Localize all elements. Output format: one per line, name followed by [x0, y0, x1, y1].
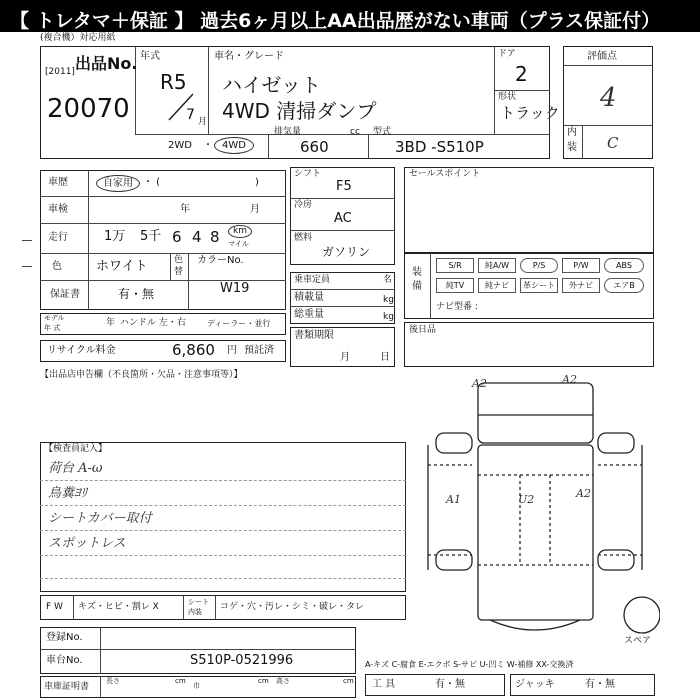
truck-damage-diagram	[410, 375, 660, 645]
equipment-label-1: 装	[412, 267, 422, 278]
model-dealer: ディーラー・並行	[207, 319, 271, 328]
load-unit: kg	[383, 295, 394, 305]
cert-cm-1: cm	[175, 677, 186, 685]
lot-label: 出品No.	[75, 54, 138, 73]
deadline-month: 月	[340, 352, 350, 363]
interior-label-1: 内	[567, 127, 577, 138]
declaration-label: 【出品店申告欄（不良箇所・欠品・注意事項等）】	[40, 370, 243, 380]
capacity-label: 乗車定員	[294, 275, 331, 285]
inspection-label: 車検	[48, 204, 68, 215]
displacement-unit: cc	[350, 127, 360, 137]
recycle-label: リサイクル料金	[47, 345, 116, 356]
score-label: 評価点	[587, 51, 617, 62]
tools-label: 工 具	[372, 679, 396, 690]
shape-label: 形状	[498, 92, 517, 102]
equip-sr: S/R	[436, 258, 474, 273]
color-change-2: 替	[174, 267, 184, 277]
drive-2wd: 2WD	[168, 140, 192, 151]
year-month: 7	[186, 107, 195, 123]
inspector-note-4: スポットレス	[48, 536, 126, 551]
color-code-value: W19	[220, 281, 250, 296]
history-rest: ・ (	[143, 177, 161, 188]
equip-navi: 純ナビ	[478, 278, 516, 293]
car-name: ハイゼット	[222, 73, 321, 97]
fw-text: キズ・ヒビ・割レ X	[78, 602, 159, 612]
color-change-1: 色	[174, 255, 184, 265]
mark-roof-left: A2	[472, 377, 487, 390]
sales-point-label: セールスポイント	[409, 169, 481, 179]
cert-wide: 巾	[193, 682, 200, 690]
cert-cm-2: cm	[258, 677, 269, 685]
chassis-value: S510P-0521996	[190, 653, 294, 668]
mileage-label: 走行	[48, 232, 68, 243]
model-code-label: 型式	[373, 127, 392, 137]
equip-airbag: エアB	[604, 278, 644, 293]
score-value: 4	[600, 83, 617, 113]
fuel-value: ガソリン	[322, 245, 371, 259]
model-year: 年	[106, 318, 116, 328]
warranty-value: 有・無	[118, 287, 155, 301]
shift-value: F5	[336, 179, 352, 194]
header-banner: 【 トレタマ＋保証 】 過去6ヶ月以上AA出品歴がない車両（プラス保証付）	[0, 0, 700, 32]
recycle-unit: 円	[227, 345, 237, 356]
lot-year-box: [2011]	[45, 67, 75, 77]
color-value: ホワイト	[96, 259, 148, 274]
mileage-digit-1: 6	[172, 228, 182, 246]
mileage-digit-2: 4	[192, 228, 202, 246]
ac-value: AC	[334, 211, 352, 226]
history-close: )	[255, 177, 259, 188]
mileage-sen: 5千	[140, 229, 162, 244]
drive-dot: ・	[203, 140, 213, 151]
mark-left-side: A1	[446, 493, 461, 506]
year-label: 年式	[140, 51, 160, 62]
year-era: R5	[160, 70, 187, 94]
equipment-label-2: 備	[412, 281, 422, 292]
cert-high: 高さ	[276, 677, 290, 685]
mileage-man: 1万	[104, 229, 126, 244]
model-code-value: 3BD -S510P	[395, 138, 484, 156]
color-label: 色	[52, 261, 62, 272]
doors-label: ドア	[498, 49, 516, 59]
history-value: 自家用	[96, 175, 140, 192]
navi-model-label: ナビ型番 :	[436, 302, 478, 312]
ac-label: 冷房	[294, 200, 313, 210]
equip-abs: ABS	[604, 258, 644, 273]
load-label: 積載量	[294, 292, 324, 303]
equip-alloy: 純A/W	[478, 258, 516, 273]
year-month-unit: 月	[198, 117, 208, 127]
inspection-year: 年	[180, 204, 190, 215]
sales-point-box	[404, 167, 654, 253]
mark-bed-center: U2	[518, 493, 535, 506]
equip-pw: P/W	[562, 258, 600, 273]
shift-label: シフト	[294, 169, 322, 179]
model-label-1: モデル	[44, 314, 65, 322]
tools-value: 有・無	[435, 679, 465, 690]
recycle-note: 預託済	[244, 345, 274, 356]
car-label: 車名・グレード	[214, 51, 284, 62]
warranty-label: 保証書	[50, 289, 80, 300]
mark-right-side: A2	[576, 487, 591, 500]
chassis-label: 車台No.	[46, 655, 83, 666]
cert-label: 車庫証明書	[44, 682, 90, 692]
cert-cm-3: cm	[343, 677, 354, 685]
interior-value: C	[607, 134, 619, 152]
history-label: 車歴	[48, 177, 68, 188]
color-code-label: カラーNo.	[197, 255, 244, 266]
equip-ps: P/S	[520, 258, 558, 273]
cert-long: 長さ	[106, 677, 120, 685]
inspector-label: 【検査員記入】	[44, 444, 108, 454]
displacement-label: 排気量	[274, 127, 302, 137]
inspection-month: 月	[250, 204, 260, 215]
equip-tv: 純TV	[436, 278, 474, 293]
seat-text: コゲ・穴・汚レ・シミ・破レ・タレ	[220, 602, 365, 612]
jack-value: 有・無	[585, 679, 615, 690]
inspector-note-1: 荷台 A-ω	[48, 461, 103, 476]
fw-label: F W	[46, 602, 63, 612]
seat-label-2: 内装	[188, 608, 202, 616]
model-handle: ハンドル 左・右	[120, 318, 186, 328]
recycle-value: 6,860	[172, 341, 215, 359]
equip-ext-navi: 外ナビ	[562, 278, 600, 293]
mileage-unit-km: km	[228, 225, 252, 238]
model-label-2: 年 式	[44, 324, 61, 332]
shape-value: トラック	[500, 104, 560, 122]
mileage-unit-mile: マイル	[228, 240, 249, 248]
deadline-label: 書類期限	[294, 330, 334, 341]
drive-4wd-circled: 4WD	[214, 137, 254, 154]
gross-unit: kg	[383, 312, 394, 322]
interior-label-2: 装	[567, 142, 577, 153]
capacity-unit: 名	[383, 275, 393, 285]
inspector-note-3: シートカバー取付	[48, 511, 152, 526]
equip-leather: 革シート	[520, 278, 558, 293]
fuel-label: 燃料	[294, 233, 313, 243]
seat-label-1: シート	[188, 598, 209, 606]
car-grade: 4WD 清掃ダンプ	[222, 99, 377, 123]
after-fit-label: 後日品	[409, 325, 437, 335]
gross-label: 総重量	[294, 309, 324, 320]
after-fit-box	[404, 322, 654, 367]
form-note: (複合機）対応用紙	[40, 33, 116, 43]
mileage-digit-3: 8	[210, 228, 220, 246]
jack-label: ジャッキ	[515, 679, 555, 690]
lot-number: 20070	[47, 94, 130, 124]
inspector-note-2: 鳥糞ﾖﾘ	[48, 486, 88, 501]
damage-legend: A-キズ C-腐食 E-エクボ S-サビ U-凹ミ W-補修 XX-交換済	[365, 660, 574, 669]
doors-value: 2	[515, 62, 528, 86]
mark-roof-right: A2	[562, 375, 577, 386]
displacement-value: 660	[300, 138, 329, 156]
registration-label: 登録No.	[46, 632, 83, 643]
spare-label: スペア	[624, 636, 652, 646]
deadline-day: 日	[380, 352, 390, 363]
